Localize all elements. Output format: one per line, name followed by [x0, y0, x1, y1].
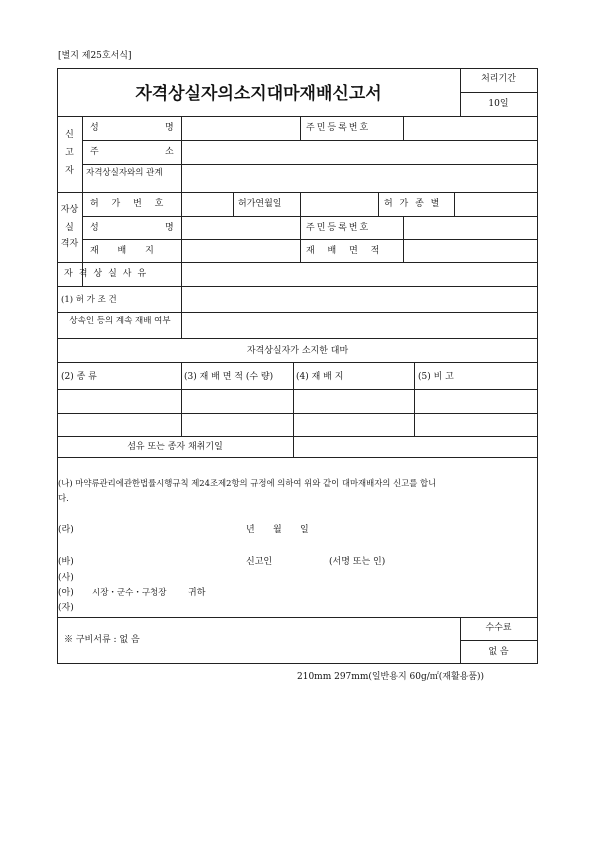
reason-label: 자격상실사유 [64, 269, 153, 279]
disq-resident-no-label: 주민등록번호 [306, 223, 371, 233]
reporter-address-field[interactable] [182, 141, 536, 163]
col-divider [378, 192, 379, 216]
disq-label-2: 실 [65, 223, 74, 233]
addressee-suffix: 귀하 [188, 588, 206, 598]
permit-no-label: 허 가 번 호 [90, 199, 169, 209]
permit-no-field[interactable] [182, 193, 232, 215]
addressee-label: 시장・군수・구청장 [92, 588, 167, 598]
frame-top [57, 68, 538, 69]
disq-area-label: 재 배 면 적 [306, 246, 385, 256]
disq-name-field[interactable] [182, 217, 299, 238]
fiber-label: 섬유 또는 종자 채취기일 [127, 442, 223, 452]
reporter-label-2: 고 [65, 148, 74, 158]
row-line [57, 362, 538, 363]
frame-bottom [57, 663, 538, 664]
date-day: 일 [300, 525, 309, 535]
held-row-1-note[interactable] [415, 390, 536, 412]
held-title: 자격상실자가 소지한 대마 [246, 346, 349, 356]
inherit-label: 상속인 등의 계속 재배 여부 [69, 316, 171, 326]
section-divider [82, 116, 83, 286]
applicant-label: 신고인 [246, 557, 273, 567]
disq-site-label: 재 배 지 [90, 246, 162, 256]
reporter-address-label-a: 주 [90, 147, 99, 157]
disq-area-field[interactable] [404, 240, 536, 261]
statement-cont: 다. [58, 493, 69, 503]
permit-type-field[interactable] [455, 193, 536, 215]
col-divider [233, 192, 234, 216]
held-row-1-type[interactable] [58, 390, 180, 412]
inherit-field[interactable] [182, 313, 536, 337]
statement: (나) 마약류관리에관한법률시행규칙 제24조제2항의 규정에 의하여 위와 같이 대마재배자의 신고를 합니 [58, 478, 437, 488]
date-year: 년 [246, 525, 255, 535]
processing-label: 처리기간 [481, 74, 516, 84]
frame-right [537, 68, 538, 664]
held-header-type: (2) 종 류 [61, 372, 97, 382]
reporter-relation-label: 자격상실자와의 관계 [86, 168, 163, 178]
disq-label-3: 격자 [60, 239, 79, 249]
row-line [57, 338, 538, 339]
held-header-site: (4) 재 배 지 [296, 372, 344, 382]
applicant-prefix: (바) [58, 557, 74, 567]
permit-date-label: 허가연월일 [238, 199, 282, 209]
row-line [57, 617, 538, 618]
disq-label-1: 자상 [60, 205, 79, 215]
held-header-note: (5) 비 고 [418, 372, 454, 382]
permit-type-label: 허 가 종 별 [384, 199, 442, 209]
held-row-2-area[interactable] [182, 414, 292, 435]
permit-cond-label: (1) 허 가 조 건 [61, 295, 117, 305]
ja-prefix: (자) [58, 603, 74, 613]
reporter-name-label-b: 명 [165, 123, 174, 133]
reporter-resident-no-field[interactable] [404, 117, 536, 139]
fee-row-line [460, 640, 537, 641]
date-prefix: (라) [58, 525, 74, 535]
reporter-label-3: 자 [65, 166, 74, 176]
reporter-address-label-b: 소 [165, 147, 174, 157]
fee-label: 수수료 [485, 623, 512, 633]
applicant-name-field[interactable] [275, 552, 325, 568]
held-row-2-type[interactable] [58, 414, 180, 435]
fee-value: 없 음 [488, 647, 509, 657]
disq-name-label-a: 성 [90, 223, 99, 233]
reporter-relation-field[interactable] [182, 165, 536, 191]
permit-date-field[interactable] [301, 193, 377, 215]
fiber-field[interactable] [294, 437, 536, 456]
disq-site-field[interactable] [182, 240, 299, 261]
form-title: 자격상실자의소지대마재배신고서 [135, 84, 382, 104]
sa-prefix: (사) [58, 573, 74, 583]
processing-divider [460, 92, 537, 93]
row-line [57, 457, 538, 458]
disq-resident-no-field[interactable] [404, 217, 536, 238]
held-row-2-site[interactable] [294, 414, 413, 435]
docs-label: ※ 구비서류 : 없 음 [64, 635, 140, 645]
reporter-name-label-a: 성 [90, 123, 99, 133]
processing-value: 10일 [488, 99, 509, 109]
col-divider [300, 116, 301, 140]
applicant-sign: (서명 또는 인) [329, 557, 386, 567]
permit-cond-field[interactable] [182, 287, 536, 311]
held-row-1-area[interactable] [182, 390, 292, 412]
held-row-1-site[interactable] [294, 390, 413, 412]
date-month: 월 [273, 525, 282, 535]
form-code: [별지 제25호서식] [58, 51, 132, 61]
held-header-area: (3) 재 배 면 적 (수 량) [184, 372, 274, 382]
reporter-resident-no-label: 주민등록번호 [306, 123, 371, 133]
reporter-label-1: 신 [65, 130, 74, 140]
addressee-prefix: (아) [58, 588, 74, 598]
reason-field[interactable] [182, 263, 536, 285]
reporter-name-field[interactable] [182, 117, 299, 139]
disq-name-label-b: 명 [165, 223, 174, 233]
footer-paper-spec: 210mm 297mm(일반용지 60g/㎡(재활용품)) [297, 672, 485, 682]
held-row-2-note[interactable] [415, 414, 536, 435]
